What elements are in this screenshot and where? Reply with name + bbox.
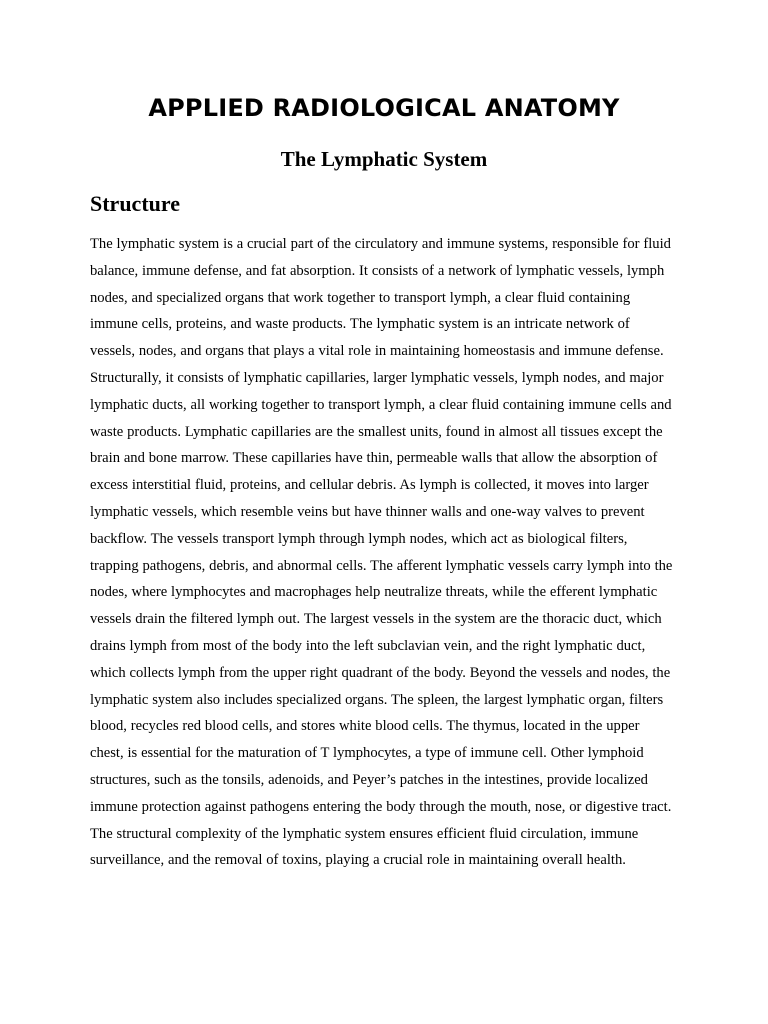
document-title: APPLIED RADIOLOGICAL ANATOMY xyxy=(148,94,620,122)
document-subtitle: The Lymphatic System xyxy=(280,147,488,171)
body-paragraph: The lymphatic system is a crucial part of the circulatory and immune systems, responsible for fluid balance, immune defense, and fat absorption. It consists of a network of lymphatic vessels, lymph nodes, and specialized organs that work together to transport lymph, a clear fluid containing immune cells, proteins, and waste products. The lymphatic system is an intricate network of vessels, nodes, and organs that plays a vital role in maintaining homeostasis and immune defense. Structurally, it consists of lymphatic capillaries, larger lymphatic vessels, lymph nodes, and major lymphatic ducts, all working together to transport lymph, a clear fluid containing immune cells and waste products. Lymphatic capillaries are the smallest units, found in almost all tissues except the brain and bone marrow. These capillaries have thin, permeable walls that allow the absorption of excess interstitial fluid, proteins, and cellular debris. As lymph is collected, it moves into larger lymphatic vessels, which resemble veins but have thinner walls and one-way valves to prevent backflow. The vessels transport lymph through lymph nodes, which act as biological filters, trapping pathogens, debris, and abnormal cells. The afferent lymphatic vessels carry lymph into the nodes, where lymphocytes and macrophages help neutralize threats, while the efferent lymphatic vessels drain the filtered lymph out. The largest vessels in the system are the thoracic duct, which drains lymph from most of the body into the left subclavian vein, and the right lymphatic duct, which collects lymph from the upper right quadrant of the body. Beyond the vessels and nodes, the lymphatic system also includes specialized organs. The spleen, the largest lymphatic organ, filters blood, recycles red blood cells, and stores white blood cells. The thymus, located in the upper chest, is essential for the maturation of T lymphocytes, a type of immune cell. Other lymphoid structures, such as the tonsils, adenoids, and Peyer’s patches in the intestines, provide localized immune protection against pathogens entering the body through the mouth, nose, or digestive tract. The structural complexity of the lymphatic system ensures efficient fluid circulation, immune surveillance, and the removal of toxins, playing a crucial role in maintaining overall health. xyxy=(90,236,673,869)
section-heading-structure: Structure xyxy=(90,191,181,216)
